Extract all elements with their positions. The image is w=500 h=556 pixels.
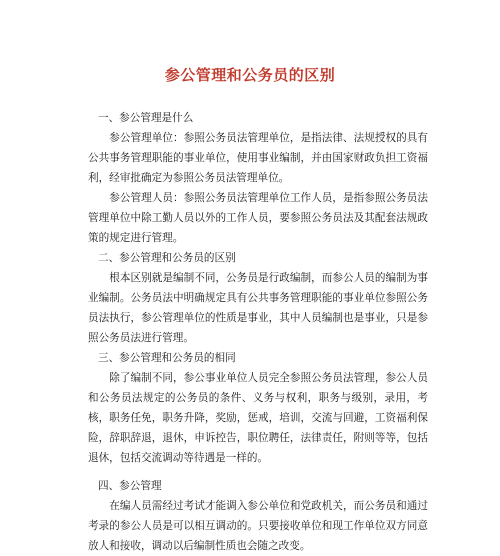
document-body <box>88 108 428 556</box>
paragraph-similarities: 除了编制不同，参公事业单位人员完全参照公务员法管理，参公人员和公务员法规定的公务员的条件、义务与权利，职务与级别，录用，考核，职务任免，职务升降，奖励，惩戒，培训，交流与回避，工资福利保险，辞职辞退，退休，申诉控告，职位聘任，法律责任，附则等等，包括退休，包括交流调动等待遇是一样的。 <box>88 372 428 464</box>
paragraph-unit-definition: 参公管理单位：参照公务员法管理单位，是指法律、法规授权的具有公共事务管理职能的事业单位，使用事业编制，并由国家财政负担工资福利，经审批确定为参照公务员法管理单位。 <box>88 132 428 184</box>
section-differences <box>88 248 428 348</box>
section-management <box>88 476 428 556</box>
section-heading: 四、参公管理 <box>98 480 162 492</box>
paragraph-staff-definition: 参公管理人员：参照公务员法管理单位工作人员，是指参照公务员法管理单位中除工勤人员以外的工作人员，要参照公务员法及其配套法规政策的规定进行管理。 <box>88 192 428 244</box>
section-heading: 一、参公管理是什么 <box>98 112 194 124</box>
section-heading: 三、参公管理和公务员的相同 <box>98 352 236 364</box>
section-heading: 二、参公管理和公务员的区别 <box>98 252 236 264</box>
paragraph-management: 在编人员需经过考试才能调入参公单位和党政机关，而公务员和通过考录的参公人员是可以相互调动的。只要接收单位和现工作单位双方同意放人和接收，调动以后编制性质也会随之改变。 <box>88 500 428 552</box>
section-similarities <box>88 348 428 468</box>
document-title: 参公管理和公务员的区别 <box>164 66 336 84</box>
paragraph-differences: 根本区别就是编制不同，公务员是行政编制，而参公人员的编制为事业编制。公务员法中明确规定具有公共事务管理职能的事业单位参照公务员法执行，参公管理单位的性质是事业，其中人员编制也是事业，只是参照公务员法进行管理。 <box>88 272 428 344</box>
section-what-is-cangong <box>88 108 428 248</box>
